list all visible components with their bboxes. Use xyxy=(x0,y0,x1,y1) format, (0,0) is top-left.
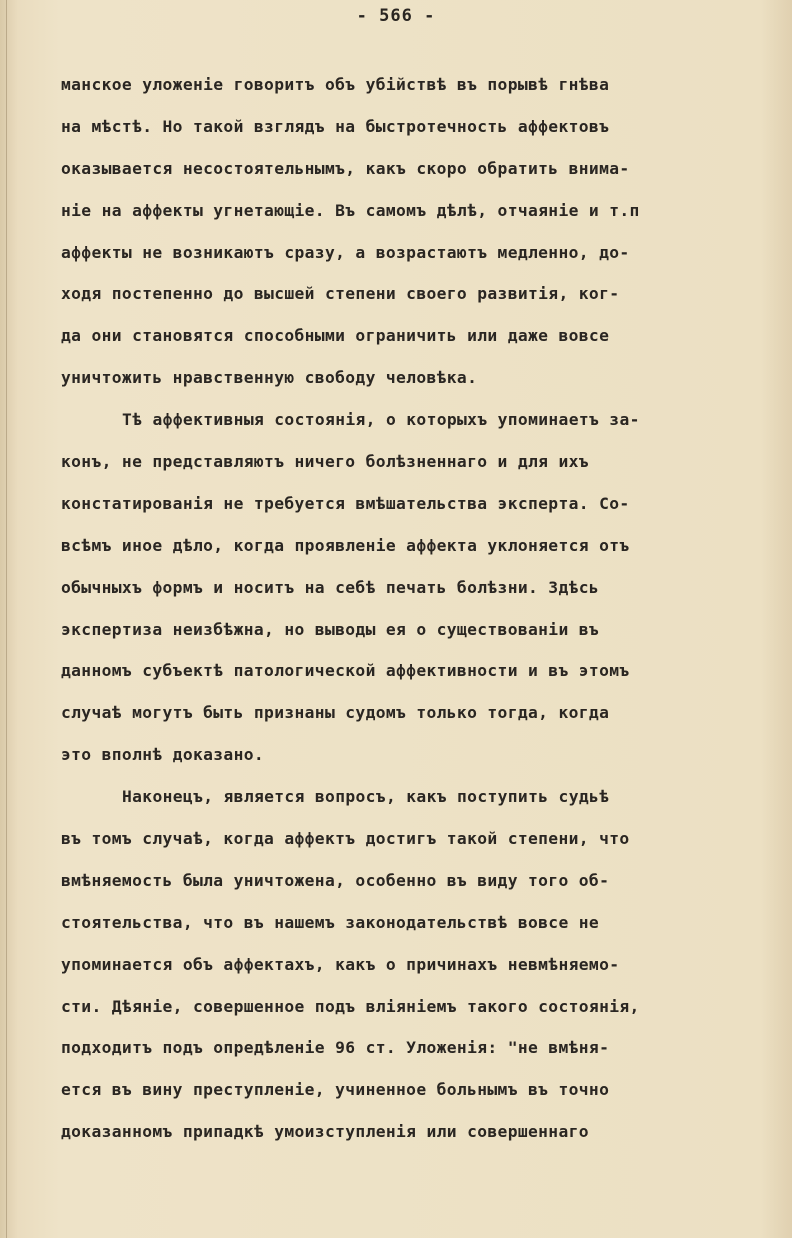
paragraph xyxy=(61,406,781,783)
text-line: Наконецъ, является вопросъ, какъ поступить судьѣ xyxy=(122,787,610,807)
text-line: въ томъ случаѣ, когда аффектъ достигъ такой степени, что xyxy=(61,829,630,849)
text-line: доказанномъ припадкѣ умоизступленiя или совершеннаго xyxy=(61,1122,589,1142)
page-number: - 566 - xyxy=(356,6,436,26)
text-line: данномъ субъектѣ патологической аффективности и въ этомъ xyxy=(61,661,630,681)
text-line: упоминается объ аффектахъ, какъ о причинахъ невмѣняемо- xyxy=(61,954,620,974)
text-line: ходя постепенно до высшей степени своего развитiя, ког- xyxy=(61,284,620,304)
body-text xyxy=(61,71,781,1160)
page-edge-line xyxy=(6,0,7,1238)
text-line: нiе на аффекты угнетающiе. Въ самомъ дѣлѣ, отчаянiе и т.п xyxy=(61,200,640,220)
text-line: ется въ вину преступленiе, учиненное больнымъ въ точно xyxy=(61,1080,610,1100)
text-line: экспертиза неизбѣжна, но выводы ея о существованiи въ xyxy=(61,619,600,639)
paragraph xyxy=(61,783,781,1160)
text-line: Тѣ аффективныя состоянiя, о которыхъ упоминаетъ за- xyxy=(122,410,640,430)
text-line: аффекты не возникаютъ сразу, а возрастаютъ медленно, до- xyxy=(61,242,630,262)
text-line: подходитъ подъ опредѣленiе 96 ст. Уложенiя: "не вмѣня- xyxy=(61,1038,610,1058)
text-line: уничтожить нравственную свободу человѣка. xyxy=(61,368,478,388)
text-line: случаѣ могутъ быть признаны судомъ только тогда, когда xyxy=(61,703,610,723)
paragraph xyxy=(61,71,781,406)
text-line: сти. Дѣянiе, совершенное подъ влiянiемъ такого состоянiя, xyxy=(61,996,640,1016)
text-line: констатированiя не требуется вмѣшательства эксперта. Со- xyxy=(61,493,630,513)
text-line: оказывается несостоятельнымъ, какъ скоро обратить внима- xyxy=(61,158,630,178)
text-line: стоятельства, что въ нашемъ законодательствѣ вовсе не xyxy=(61,912,600,932)
text-line: манское уложенiе говоритъ объ убiйствѣ въ порывѣ гнѣва xyxy=(61,75,610,94)
text-line: конъ, не представляютъ ничего болѣзненнаго и для ихъ xyxy=(61,452,589,472)
text-line: обычныхъ формъ и носитъ на себѣ печать болѣзни. Здѣсь xyxy=(61,577,600,597)
text-line: на мѣстѣ. Но такой взглядъ на быстротечность аффектовъ xyxy=(61,116,610,136)
text-line: это вполнѣ доказано. xyxy=(61,745,265,765)
text-line: всѣмъ иное дѣло, когда проявленiе аффекта уклоняется отъ xyxy=(61,535,630,555)
text-line: вмѣняемость была уничтожена, особенно въ виду того об- xyxy=(61,870,610,890)
text-line: да они становятся способными ограничить или даже вовсе xyxy=(61,326,610,346)
